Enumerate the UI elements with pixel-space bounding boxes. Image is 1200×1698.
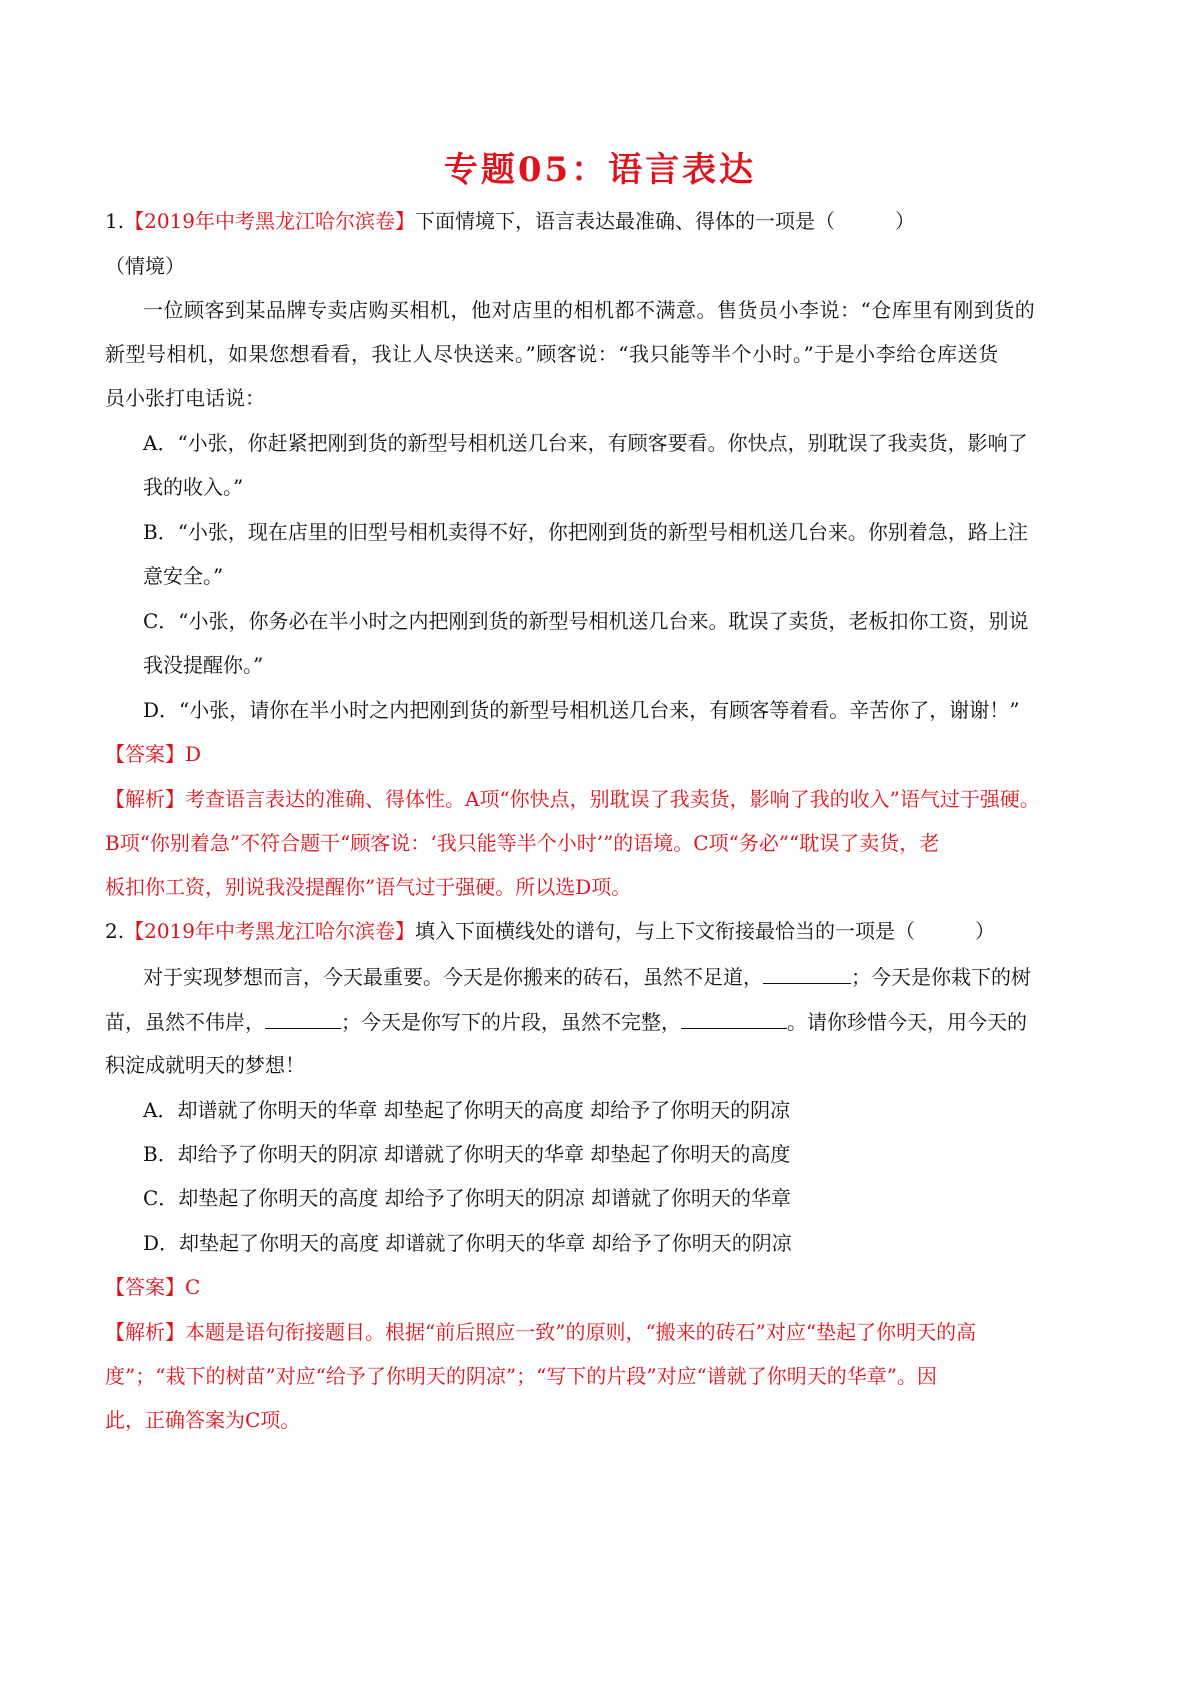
passage-text: ；今天是你写下的片段，虽然不完整， — [341, 1010, 681, 1034]
fill-blank-3 — [681, 1008, 787, 1029]
question-stem: 填入下面横线处的谱句，与上下文衔接最恰当的一项是（ ） — [415, 919, 995, 943]
context-label: （情境） — [105, 254, 185, 278]
option-c-cont: 我没提醒你。” — [143, 653, 264, 677]
fill-blank-2 — [265, 1008, 341, 1029]
analysis-line: 【解析】本题是语句衔接题目。根据“前后照应一致”的原则，“搬来的砖石”对应“垫起了你明天的高 — [105, 1320, 977, 1344]
option-a: A．“小张，你赶紧把刚到货的新型号相机送几台来，有顾客要看。你快点，别耽误了我卖货，影响了 — [143, 431, 1028, 455]
question-source: 【2019年中考黑龙江哈尔滨卷】 — [124, 209, 415, 233]
option-a-cont: 我的收入。” — [143, 475, 244, 499]
context-line: 一位顾客到某品牌专卖店购买相机，他对店里的相机都不满意。售货员小李说：“仓库里有刚到货的 — [143, 298, 1036, 322]
passage-line — [105, 1008, 1027, 1035]
question-stem: 下面情境下，语言表达最准确、得体的一项是（ ） — [415, 209, 915, 233]
option-a: A．却谱就了你明天的华章 却垫起了你明天的高度 却给予了你明天的阴凉 — [143, 1098, 791, 1122]
analysis-line: 此，正确答案为C项。 — [105, 1408, 301, 1432]
context-line: 员小张打电话说： — [105, 386, 265, 410]
option-d: D．却垫起了你明天的高度 却谱就了你明天的华章 却给予了你明天的阴凉 — [143, 1231, 792, 1255]
option-b: B．却给予了你明天的阴凉 却谱就了你明天的华章 却垫起了你明天的高度 — [143, 1142, 791, 1166]
option-c: C．却垫起了你明天的高度 却给予了你明天的阴凉 却谱就了你明天的华章 — [143, 1186, 792, 1210]
option-b-cont: 意安全。” — [143, 564, 224, 588]
passage-line — [143, 963, 1031, 990]
passage-text: ；今天是你栽下的树 — [851, 965, 1031, 989]
passage-text: 。请你珍惜今天，用今天的 — [787, 1010, 1027, 1034]
analysis-line: 板扣你工资，别说我没提醒你”语气过于强硬。所以选D项。 — [105, 875, 632, 899]
analysis-line: 【解析】考查语言表达的准确、得体性。A项“你快点，别耽误了我卖货，影响了我的收入”语气过于强硬。 — [105, 787, 1040, 811]
fill-blank-1 — [763, 963, 851, 984]
option-c: C．“小张，你务必在半小时之内把刚到货的新型号相机送几台来。耽误了卖货，老板扣你工资，别说 — [143, 609, 1029, 633]
context-line: 新型号相机，如果您想看看，我让人尽快送来。”顾客说：“我只能等半个小时。”于是小李给仓库送货 — [105, 342, 999, 366]
passage-line: 积淀成就明天的梦想！ — [105, 1053, 305, 1077]
option-b: B．“小张，现在店里的旧型号相机卖得不好，你把刚到货的新型号相机送几台来。你别着急，路上注 — [143, 520, 1028, 544]
analysis-line: B项“你别着急”不符合题干“顾客说：‘我只能等半个小时’”的语境。C项“务必”“耽误了卖货，老 — [105, 831, 940, 855]
passage-text: 对于实现梦想而言，今天最重要。今天是你搬来的砖石，虽然不足道， — [143, 965, 763, 989]
answer: 【答案】D — [105, 742, 202, 766]
analysis-line: 度”；“栽下的树苗”对应“给予了你明天的阴凉”；“写下的片段”对应“谱就了你明天的华章”。因 — [105, 1364, 938, 1388]
page-title: 专题05：语言表达 — [443, 150, 757, 190]
option-d: D．“小张，请你在半小时之内把刚到货的新型号相机送几台来，有顾客等着看。辛苦你了，谢谢！” — [143, 698, 1020, 722]
question-2-header — [105, 918, 995, 944]
question-number: 1. — [105, 209, 125, 233]
passage-text: 苗，虽然不伟岸， — [105, 1010, 265, 1034]
question-source: 【2019年中考黑龙江哈尔滨卷】 — [124, 919, 415, 943]
question-number: 2. — [105, 919, 125, 943]
question-1-header — [105, 208, 915, 234]
answer: 【答案】C — [105, 1275, 201, 1299]
